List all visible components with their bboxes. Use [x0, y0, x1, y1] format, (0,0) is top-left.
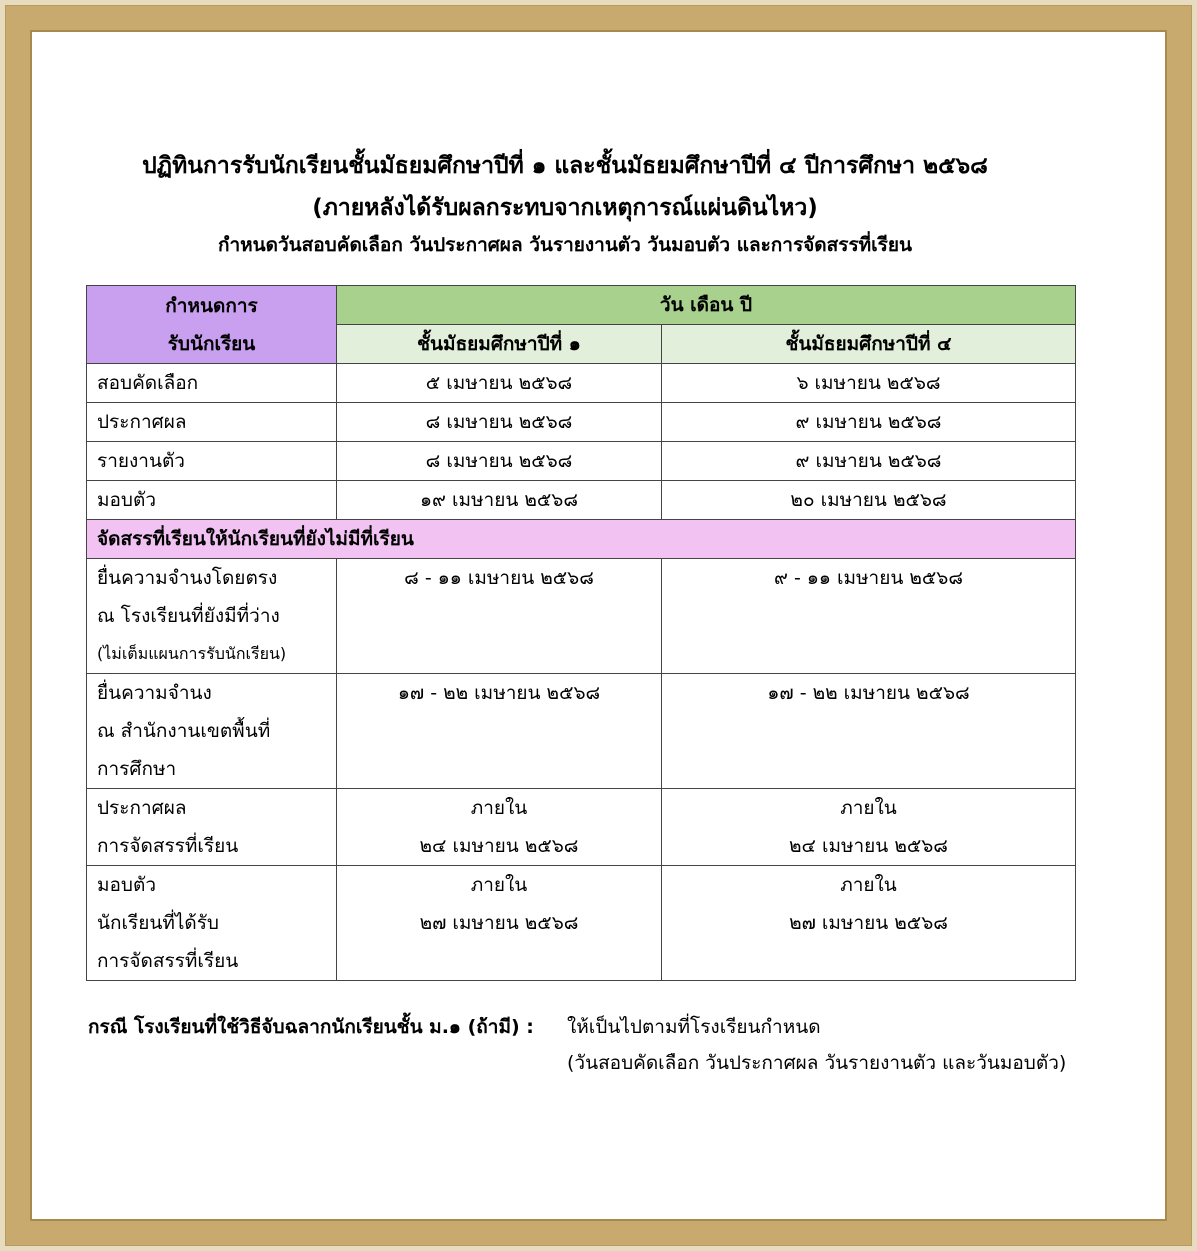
table-row: [87, 442, 1076, 481]
row-label: สอบคัดเลือก: [87, 364, 337, 403]
row-m1: ๕ เมษายน ๒๕๖๘: [337, 364, 662, 403]
table-row: [87, 481, 1076, 520]
row-m4: ๙ เมษายน ๒๕๖๘: [662, 442, 1076, 481]
row-m1: ภายใน ๒๔ เมษายน ๒๕๖๘: [337, 789, 662, 866]
section-row: [87, 520, 1076, 559]
schedule-table: [86, 285, 1076, 981]
title-line-3: กำหนดวันสอบคัดเลือก วันประกาศผล วันรายงานตัว วันมอบตัว และการจัดสรรที่เรียน: [217, 234, 912, 256]
title-line-2: (ภายหลังได้รับผลกระทบจากเหตุการณ์แผ่นดินไหว): [312, 195, 818, 221]
note-value: ให้เป็นไปตามที่โรงเรียนกำหนด: [567, 1016, 821, 1038]
row-m4: ๒๐ เมษายน ๒๕๖๘: [662, 481, 1076, 520]
row-label: ยื่นความจำนง ณ สำนักงานเขตพื้นที่ การศึกษา: [87, 674, 337, 789]
row-m4: ๖ เมษายน ๒๕๖๘: [662, 364, 1076, 403]
row-m1: ๘ เมษายน ๒๕๖๘: [337, 403, 662, 442]
row-m1: ๘ เมษายน ๒๕๖๘: [337, 442, 662, 481]
table-row: [87, 403, 1076, 442]
row-m4: ภายใน ๒๔ เมษายน ๒๕๖๘: [662, 789, 1076, 866]
table-row: [87, 364, 1076, 403]
row-m1: ๑๗ - ๒๒ เมษายน ๒๕๖๘: [337, 674, 662, 789]
row-m4: ภายใน ๒๗ เมษายน ๒๕๖๘: [662, 866, 1076, 981]
row-label: ยื่นความจำนงโดยตรง ณ โรงเรียนที่ยังมีที่ว่าง (ไม่เต็มแผนการรับนักเรียน): [87, 559, 337, 674]
row-m4: ๙ - ๑๑ เมษายน ๒๕๖๘: [662, 559, 1076, 674]
row-label: ประกาศผล: [87, 403, 337, 442]
row-m1: ๑๙ เมษายน ๒๕๖๘: [337, 481, 662, 520]
table-row: [87, 559, 1076, 674]
header-schedule: กำหนดการ รับนักเรียน: [87, 286, 337, 364]
row-label: มอบตัว: [87, 481, 337, 520]
row-m1: ๘ - ๑๑ เมษายน ๒๕๖๘: [337, 559, 662, 674]
header-date: วัน เดือน ปี: [337, 286, 1076, 325]
table-row: [87, 674, 1076, 789]
header-m1: ชั้นมัธยมศึกษาปีที่ ๑: [337, 325, 662, 364]
row-m4: ๑๗ - ๒๒ เมษายน ๒๕๖๘: [662, 674, 1076, 789]
header-m4: ชั้นมัธยมศึกษาปีที่ ๔: [662, 325, 1076, 364]
note-value-detail: (วันสอบคัดเลือก วันประกาศผล วันรายงานตัว และวันมอบตัว): [567, 1052, 1067, 1074]
section-title: จัดสรรที่เรียนให้นักเรียนที่ยังไม่มีที่เรียน: [87, 520, 1076, 559]
row-m1: ภายใน ๒๗ เมษายน ๒๕๖๘: [337, 866, 662, 981]
row-label: ประกาศผล การจัดสรรที่เรียน: [87, 789, 337, 866]
note-label: กรณี โรงเรียนที่ใช้วิธีจับฉลากนักเรียนชั้น ม.๑ (ถ้ามี) :: [88, 1016, 534, 1038]
row-label: มอบตัว นักเรียนที่ได้รับ การจัดสรรที่เรียน: [87, 866, 337, 981]
table-row: [87, 866, 1076, 981]
table-header-row: [87, 286, 1076, 325]
row-m4: ๙ เมษายน ๒๕๖๘: [662, 403, 1076, 442]
row-label: รายงานตัว: [87, 442, 337, 481]
title-line-1: ปฏิทินการรับนักเรียนชั้นมัธยมศึกษาปีที่ ๑ และชั้นมัธยมศึกษาปีที่ ๔ ปีการศึกษา ๒๕๖๘: [142, 153, 988, 179]
table-row: [87, 789, 1076, 866]
